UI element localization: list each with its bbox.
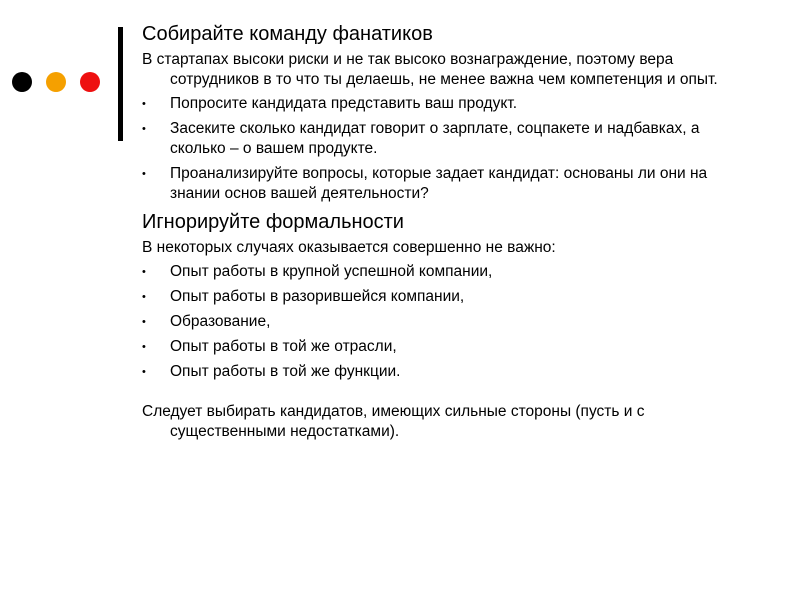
bullet-icon: •: [142, 168, 146, 180]
list-item-text: Опыт работы в крупной успешной компании,: [170, 263, 493, 280]
decor-dot-black: [12, 72, 32, 92]
bullet-icon: •: [142, 291, 146, 303]
closing-paragraph: Следует выбирать кандидатов, имеющих сильные стороны (пусть и с существенными недостатками).: [142, 403, 645, 440]
section2-intro: В некоторых случаях оказывается совершенно не важно:: [142, 239, 556, 256]
list-item: [142, 164, 742, 204]
list-item: [142, 362, 742, 382]
bullet-icon: •: [142, 341, 146, 353]
decor-dot-orange: [46, 72, 66, 92]
list-item: [142, 119, 742, 159]
list-item-text: Образование,: [170, 313, 271, 330]
section1-bullet-list: [142, 94, 742, 204]
list-item: [142, 337, 742, 357]
list-item-text: Попросите кандидата представить ваш продукт.: [170, 95, 517, 112]
section1-intro: В стартапах высоки риски и не так высоко вознаграждение, поэтому вера сотрудников в то что ты делаешь, не менее важна чем компетенция и опыт.: [142, 51, 718, 88]
list-item-text: Опыт работы в той же функции.: [170, 363, 401, 380]
section2-heading: Игнорируйте формальности: [142, 211, 404, 233]
list-item: [142, 312, 742, 332]
decor-vertical-bar: [118, 27, 123, 141]
decor-dot-red: [80, 72, 100, 92]
slide-content: [142, 22, 742, 446]
bullet-icon: •: [142, 266, 146, 278]
list-item: [142, 94, 742, 114]
section2-bullet-list: [142, 262, 742, 382]
bullet-icon: •: [142, 123, 146, 135]
list-item: [142, 262, 742, 282]
list-item-text: Проанализируйте вопросы, которые задает кандидат: основаны ли они на знании основ вашей деятельности?: [170, 165, 708, 202]
bullet-icon: •: [142, 366, 146, 378]
list-item-text: Опыт работы в той же отрасли,: [170, 338, 397, 355]
bullet-icon: •: [142, 316, 146, 328]
section1-heading: Собирайте команду фанатиков: [142, 23, 433, 45]
list-item-text: Опыт работы в разорившейся компании,: [170, 288, 465, 305]
list-item: [142, 287, 742, 307]
list-item-text: Засеките сколько кандидат говорит о зарплате, соцпакете и надбавках, а сколько – о вашем продукте.: [170, 120, 700, 157]
bullet-icon: •: [142, 98, 146, 110]
